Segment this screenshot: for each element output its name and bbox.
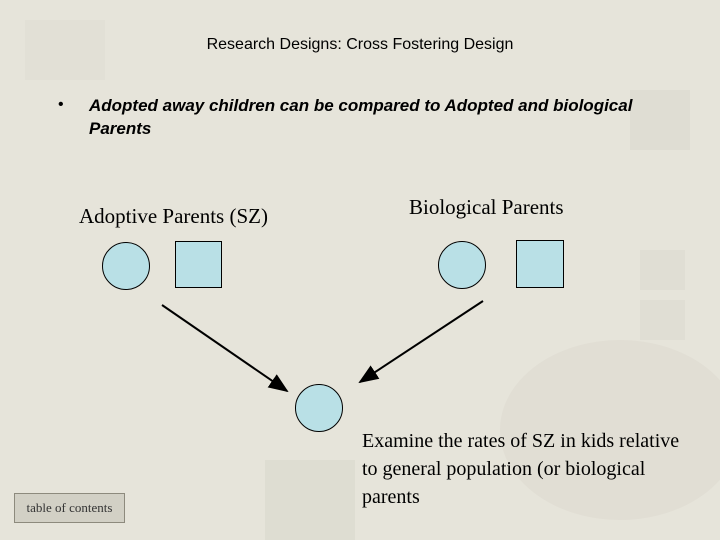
examine-note: Examine the rates of SZ in kids relative to general population (or biological parents: [362, 430, 680, 508]
bullet-text: Adopted away children can be compared to Adopted and biological Parents: [89, 96, 633, 138]
slide-title: Research Designs: Cross Fostering Design: [206, 36, 514, 53]
biological-parents-label: Biological Parents: [409, 195, 564, 219]
bullet-marker: •: [58, 96, 64, 113]
adoptive-parents-label: Adoptive Parents (SZ): [79, 204, 268, 228]
adoptive-to-child-arrow: [162, 305, 287, 391]
table-of-contents-button[interactable]: table of contents: [14, 493, 125, 523]
biological-to-child-arrow: [360, 301, 483, 382]
